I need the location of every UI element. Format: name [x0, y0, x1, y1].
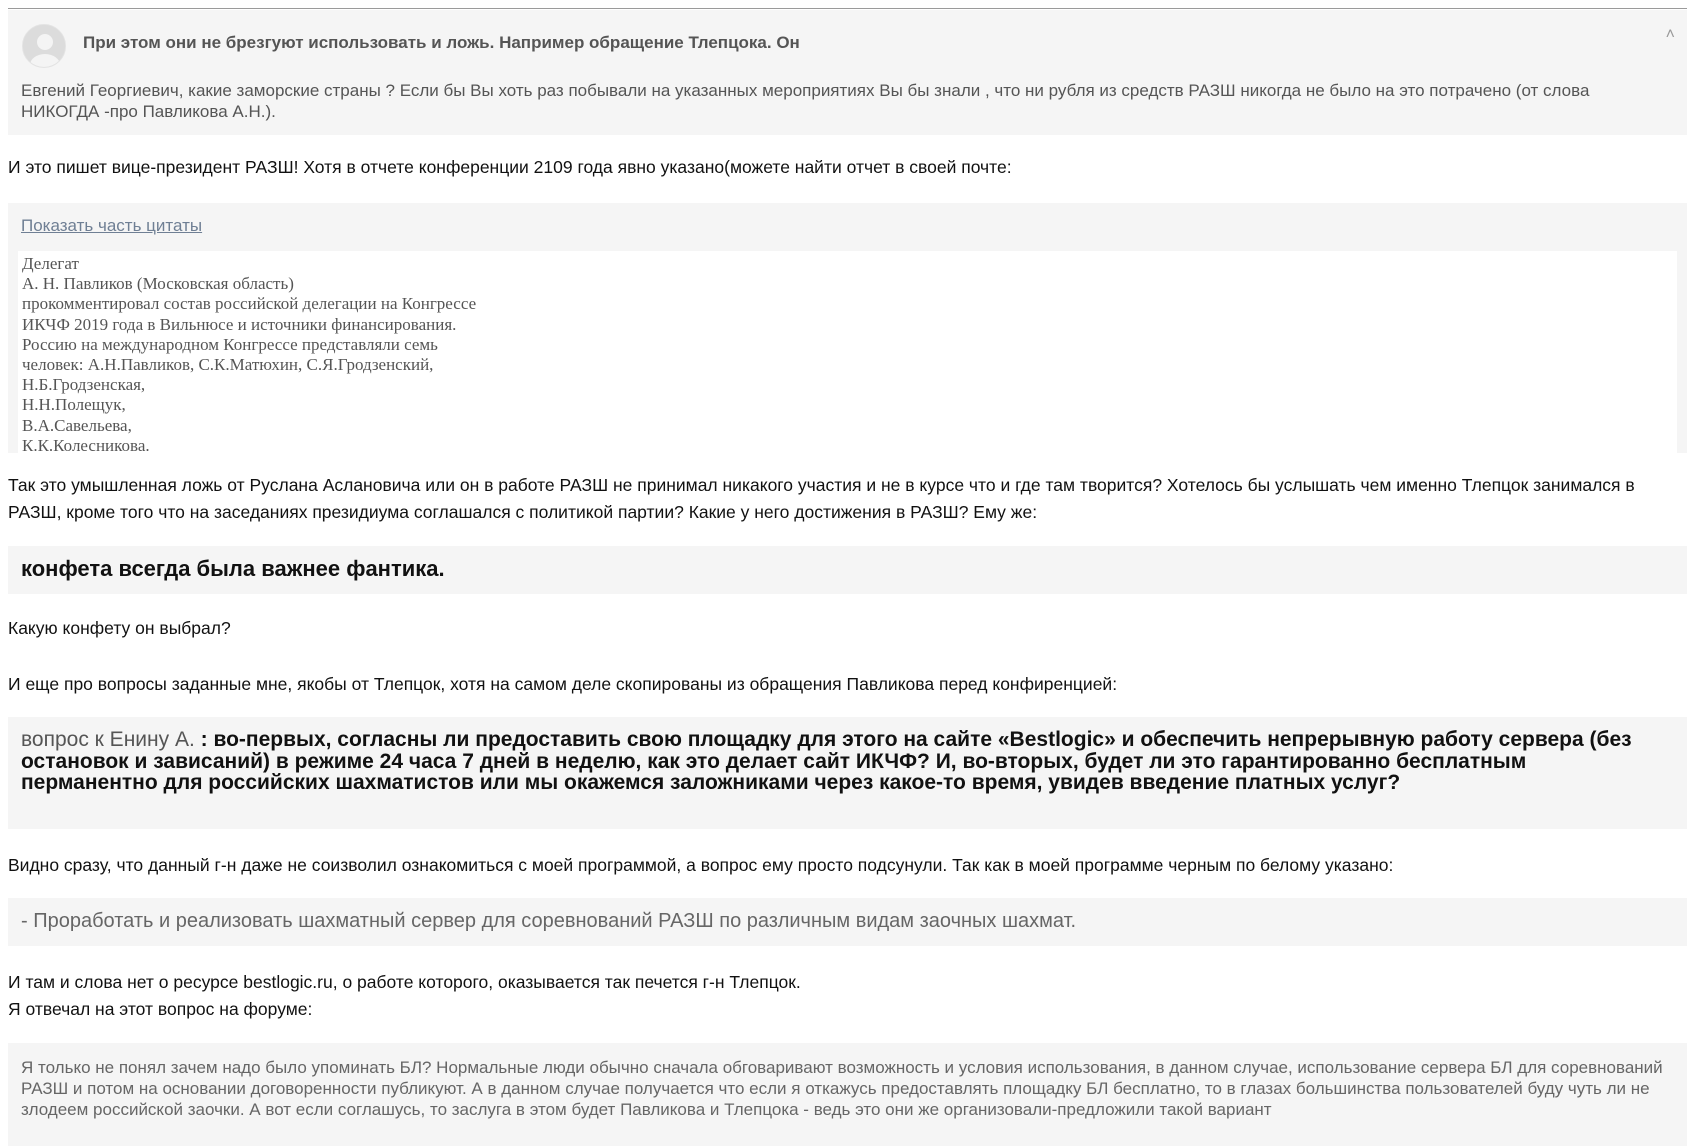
quote-block-candy	[8, 546, 1687, 594]
quote-block-question	[8, 717, 1687, 829]
quote-text: - Проработать и реализовать шахматный сервер для соревнований РАЗШ по различным видам заочных шахмат.	[21, 910, 1077, 932]
show-quote-link[interactable]: Показать часть цитаты	[21, 216, 203, 235]
paragraph: И там и слова нет о ресурсе bestlogic.ru, о работе которого, оказывается так печется г-н Тлепцок.	[8, 972, 801, 992]
quote-block-forum	[8, 1043, 1687, 1146]
report-line: Н.Б.Гродзенская,	[22, 375, 146, 395]
quote-text: конфета всегда была важнее фантика.	[21, 556, 445, 581]
report-line: Делегат	[22, 254, 79, 273]
question-lead: вопрос к Енину А.	[21, 728, 195, 751]
report-line: Россию на международном Конгрессе представляли семь	[22, 334, 438, 354]
report-line: В.А.Савельева,	[22, 415, 132, 435]
quote-block-report	[8, 203, 1687, 453]
top-divider	[8, 8, 1687, 9]
chevron-up-icon[interactable]: ˄	[1665, 26, 1675, 43]
quote-block-header	[8, 10, 1687, 135]
avatar[interactable]	[22, 24, 66, 68]
paragraph: И это пишет вице-президент РАЗШ! Хотя в отчете конференции 2109 года явно указано(можете найти отчет в своей почте:	[8, 157, 1012, 177]
nested-quote	[18, 251, 1677, 453]
quote-text: Я только не понял зачем надо было упоминать БЛ? Нормальные люди обычно сначала обговаривают возможность и условия использования, в данном случае, использование сервера БЛ для соревнований РАЗШ и потом на основании договоренности публикуют. А в данном случае получается что если я откажусь предоставлять площадку БЛ бесплатно, то в глазах большинства пользователей буду чуть ли не злодеем российской заочки. А вот если соглашусь, то заслуга в этом будет Павликова и Тлепцока - ведь это они же организовали-предложили такой вариант	[21, 1058, 1663, 1119]
report-line: К.К.Колесникова.	[22, 435, 150, 455]
paragraph: Какую конфету он выбрал?	[8, 618, 231, 638]
paragraph: Так это умышленная ложь от Руслана Аслановича или он в работе РАЗШ не принимал никакого участия и не в курсе что и где там творится? Хотелось бы услышать чем именно Тлепцок занимался в РАЗШ, кроме того что на заседаниях президиума соглашался с политикой партии? Какие у него достижения в РАЗШ? Ему же:	[8, 475, 1635, 522]
paragraph: Я отвечал на этот вопрос на форуме:	[8, 999, 313, 1019]
paragraph: И еще про вопросы заданные мне, якобы от Тлепцок, хотя на самом деле скопированы из обращения Павликова перед конфиренцией:	[8, 674, 1118, 694]
report-line: прокомментировал состав российской делегации на Конгрессе	[22, 294, 477, 314]
report-lines	[22, 254, 476, 456]
report-line: ИКЧФ 2019 года в Вильнюсе и источники финансирования.	[22, 314, 457, 334]
question-text: : во-первых, согласны ли предоставить свою площадку для этого на сайте «Bestlogic» и обеспечить непрерывную работу сервера (без остановок и зависаний) в режиме 24 часа 7 дней в неделю, как это делает сайт ИКЧФ? И, во-вторых, будет ли это гарантированно бесплатным перманентно для российских шахматистов или мы окажемся заложниками через какое-то время, увидев введение платных услуг?	[21, 728, 1632, 794]
quote-author-line: При этом они не брезгуют использовать и ложь. Например обращение Тлепцока. Он	[83, 33, 800, 52]
report-line: А. Н. Павликов (Московская область)	[22, 274, 294, 294]
quote-block-program	[8, 898, 1687, 946]
quote-text: Евгений Георгиевич, какие заморские страны ? Если бы Вы хоть раз побывали на указанных мероприятиях Вы бы знали , что ни рубля из средств РАЗШ никогда не было на это потрачено (от слова НИКОГДА -про Павликова А.Н.).	[21, 81, 1590, 121]
report-line: человек: А.Н.Павликов, С.К.Матюхин, С.Я.Гродзенский,	[22, 355, 434, 375]
report-line: Н.Н.Полещук,	[22, 395, 126, 415]
quote-text	[21, 729, 1661, 794]
paragraph: Видно сразу, что данный г-н даже не соизволил ознакомиться с моей программой, а вопрос ему просто подсунули. Так как в моей программе черным по белому указано:	[8, 855, 1394, 875]
